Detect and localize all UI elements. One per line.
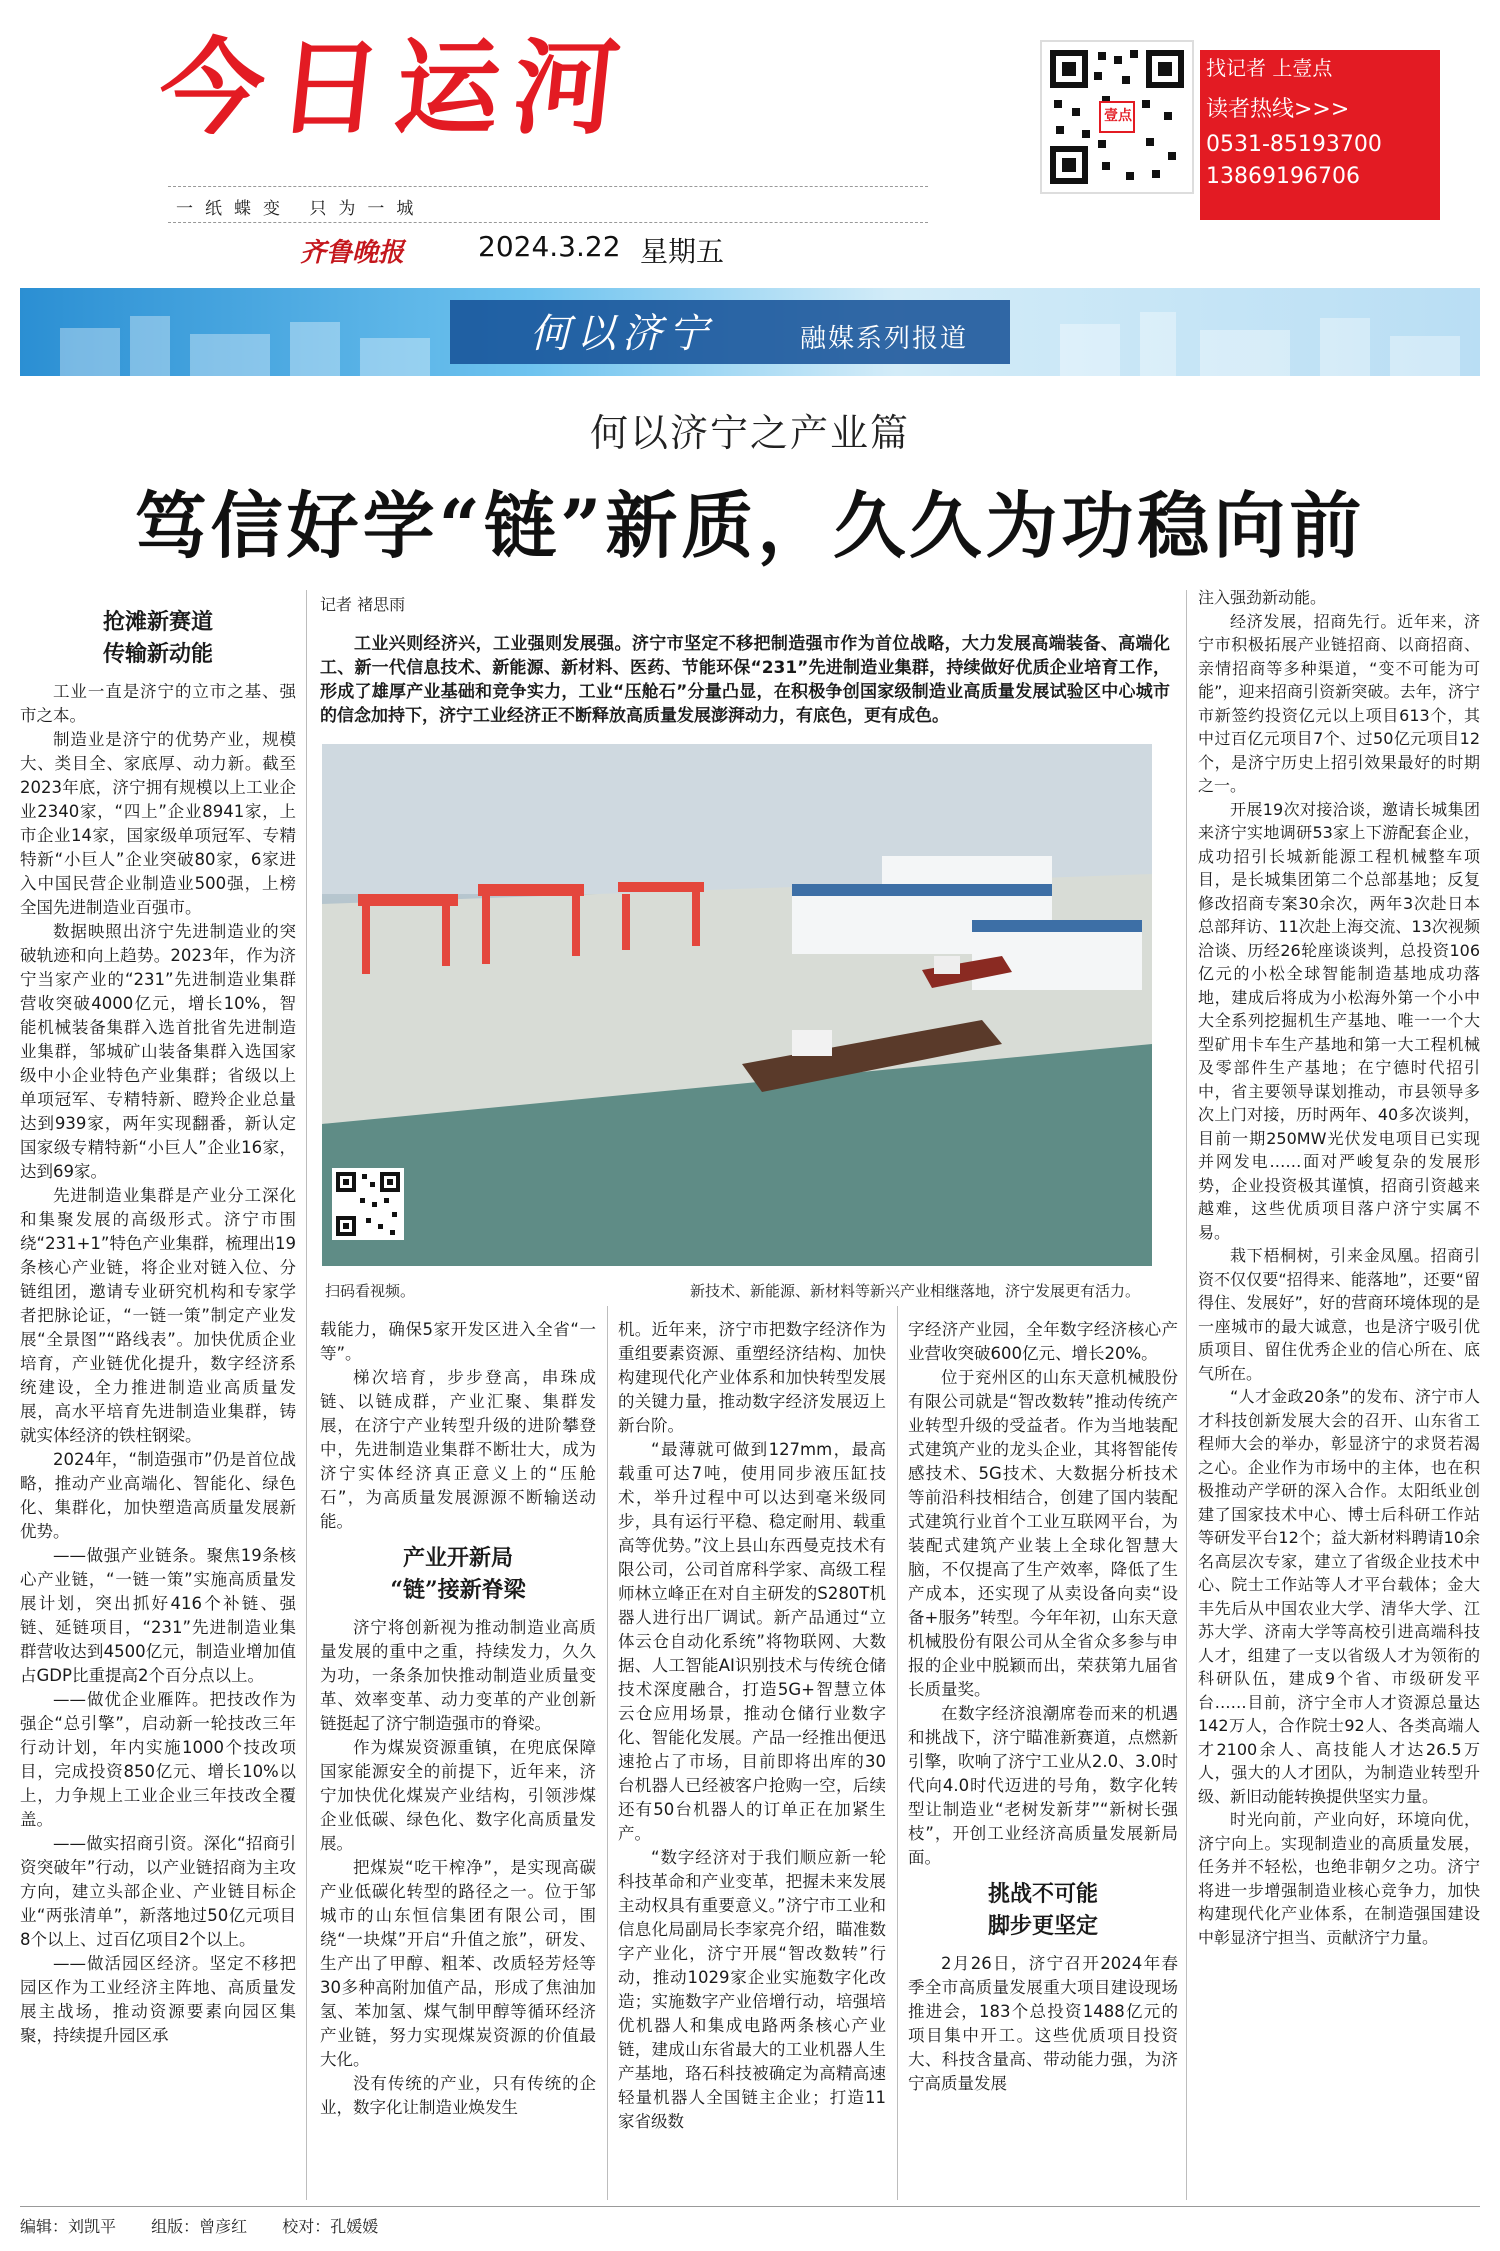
paper-name-logo: 齐鲁晚报 xyxy=(300,238,405,268)
section-heading xyxy=(908,1878,1178,1942)
section-heading xyxy=(20,606,296,670)
paragraph: 把煤炭“吃干榨净”，是实现高碳产业低碳化转型的路径之一。位于邹城市的山东恒信集团有限公司，围绕“一块煤”开启“升值之旅”，研发、生产出了甲醇、粗苯、改质轻芳烃等30多种高附加值产品，形成了焦油加氢、苯加氢、煤气制甲醇等循环经济产业链，努力实现煤炭资源的价值最大化。 xyxy=(320,1858,596,2069)
paragraph: 注入强劲新动能。 xyxy=(1198,588,1327,607)
paragraph: 经济发展，招商先行。近年来，济宁市积极拓展产业链招商、以商招商、亲情招商等多种渠道，“变不可能为可能”，迎来招商引资新突破。去年，济宁市新签约投资亿元以上项目613个，其中过百亿元项目7个、过50亿元项目12个，是济宁历史上招引效果最好的时期之一。 xyxy=(1198,611,1480,795)
paragraph: 先进制造业集群是产业分工深化和集聚发展的高级形式。济宁市围绕“231+1”特色产业集群，梳理出19条核心产业链，将企业对链入位、分链组团，邀请专业研究机构和专家学者把脉论证，“一链一策”制定产业发展“全景图”“路线表”。加快优质企业培育，产业链优化提升，数字经济系统建设，全力推进制造业高质量发展，高水平培育先进制造业集群，铸就实体经济的铁柱钢梁。 xyxy=(20,1186,296,1445)
page-footer xyxy=(20,2214,408,2237)
article-headline: 笃信好学“链”新质，久久为功稳向前 xyxy=(134,483,1366,568)
paragraph: 2024年，“制造强市”仍是首位战略，推动产业高端化、智能化、绿色化、集群化，加快塑造高质量发展新优势。 xyxy=(20,1450,296,1541)
paragraph: 栽下梧桐树，引来金凤凰。招商引资不仅仅要“招得来、能落地”，还要“留得住、发展好”，好的营商环境体现的是一座城市的最大诚意，也是济宁吸引优质项目、留住优秀企业的信心所在、底气所在。 xyxy=(1198,1246,1480,1383)
article-column-1 xyxy=(20,598,296,2048)
article-column-2 xyxy=(320,1318,596,2120)
qr-code-icon[interactable] xyxy=(1040,40,1194,194)
paragraph: ——做实招商引资。深化“招商引资突破年”行动，以产业链招商为主攻方向，建立头部企业、产业链目标企业“两张清单”，新落地过50亿元项目8个以上、过百亿项目2个以上。 xyxy=(20,1834,296,1949)
paragraph: 济宁将创新视为推动制造业高质量发展的重中之重，持续发力，久久为功，一条条加快推动制造业质量变革、效率变革、动力变革的产业创新链挺起了济宁制造强市的脊梁。 xyxy=(320,1618,596,1733)
industrial-port-illustration xyxy=(322,744,1152,1266)
article-lead: 工业兴则经济兴，工业强则发展强。济宁市坚定不移把制造强市作为首位战略，大力发展高端装备、高端化工、新一代信息技术、新能源、新材料、医药、节能环保“231”先进制造业集群，持续做好优质企业培育工作，形成了雄厚产业基础和竞争实力，工业“压舱石”分量凸显，在积极争创国家级制造业高质量发展试验区中心城市的信念加持下，济宁工业经济正不断释放高质量发展澎湃动力，有底色，更有成色。 xyxy=(320,634,1170,726)
masthead-slogan: 一纸蝶变 只为一城 xyxy=(176,199,426,219)
paragraph: 没有传统的产业，只有传统的企业，数字化让制造业焕发生 xyxy=(320,2074,596,2117)
paragraph: 工业一直是济宁的立市之基、强市之本。 xyxy=(20,682,296,725)
paragraph: ——做活园区经济。坚定不移把园区作为工业经济主阵地、高质量发展主战场，推动资源要素向园区集聚，持续提升园区承 xyxy=(20,1954,296,2045)
column-divider xyxy=(897,1306,898,2200)
section-heading xyxy=(320,1542,596,1606)
paragraph: “数字经济对于我们顺应新一轮科技革命和产业变革，把握未来发展主动权具有重要意义。”济宁市工业和信息化局副局长李家亮介绍，瞄准数字产业化，济宁开展“智改数转”行动，推动1029家企业实施数字化改造；实施数字产业倍增行动，培强培优机器人和集成电路两条核心产业链，建成山东省最大的工业机器人生产基地，珞石科技被确定为高精高速轻量机器人全国链主企业；打造11家省级数 xyxy=(618,1848,886,2131)
paragraph: ——做强产业链条。聚焦19条核心产业链，“一链一策”实施高质量发展计划，突出抓好416个补链、强链、延链项目，“231”先进制造业集群营收达到4500亿元，制造业增加值占GDP比重提高2个百分点以上。 xyxy=(20,1546,296,1685)
section-heading-line: 产业开新局 xyxy=(402,1545,513,1571)
masthead-rule-bottom xyxy=(168,222,928,223)
section-heading-line: 脚步更坚定 xyxy=(987,1913,1098,1939)
paragraph: 位于兖州区的山东天意机械股份有限公司就是“智改数转”推动传统产业转型升级的受益者。作为当地装配式建筑产业的龙头企业，其将智能传感技术、5G技术、大数据分析技术等前沿科技相结合，创建了国内装配式建筑行业首个工业互联网平台，为装配式建筑产业装上全球化智慧大脑，不仅提高了生产效率，降低了生产成本，还实现了从卖设备向卖“设备+服务”转型。今年年初，山东天意机械股份有限公司从全省众多参与申报的企业中脱颖而出，荣获第九届省长质量奖。 xyxy=(908,1368,1178,1699)
hotline-phone-1: 0531-85193700 xyxy=(1206,132,1382,157)
section-heading-line: “链”接新脊梁 xyxy=(390,1577,526,1603)
paragraph: 载能力，确保5家开发区进入全省“一等”。 xyxy=(320,1320,596,1363)
photo-caption-qr: 扫码看视频。 xyxy=(325,1282,416,1300)
issue-weekday: 星期五 xyxy=(640,235,725,268)
section-heading-line: 挑战不可能 xyxy=(987,1881,1098,1907)
qr-badge-label: 壹点 xyxy=(1104,108,1132,124)
footer-proofreader: 校对：孔媛媛 xyxy=(282,2217,379,2236)
article-kicker: 何以济宁之产业篇 xyxy=(589,411,910,455)
section-heading-line: 抢滩新赛道 xyxy=(102,609,213,635)
masthead xyxy=(153,27,940,149)
footer-layout: 组版：曾彦红 xyxy=(151,2217,248,2236)
paragraph: 时光向前，产业向好，环境向优，济宁向上。实现制造业的高质量发展，任务并不轻松，也绝非朝夕之功。济宁将进一步增强制造业核心竞争力，加快构建现代化产业体系，在制造强国建设中彰显济宁担当、贡献济宁力量。 xyxy=(1198,1810,1480,1947)
reader-contact-box xyxy=(1040,40,1440,220)
footer-rule xyxy=(20,2206,1480,2207)
banner-subtitle: 融媒系列报道 xyxy=(800,324,969,354)
paragraph: 数据映照出济宁先进制造业的突破轨迹和向上趋势。2023年，作为济宁当家产业的“231”先进制造业集群营收突破4000亿元，增长10%，智能机械装备集群入选首批省先进制造业集群，邹城矿山装备集群入选国家级中小企业特色产业集群；省级以上单项冠军、专精特新、瞪羚企业总量达到939家，两年实现翻番，新认定国家级专精特新“小巨人”企业16家，达到69家。 xyxy=(20,922,296,1181)
footer-editor: 编辑：刘凯平 xyxy=(20,2217,117,2236)
paragraph: 2月26日，济宁召开2024年春季全市高质量发展重大项目建设现场推进会，183个总投资1488亿元的项目集中开工。这些优质项目投资大、科技含量高、带动能力强，为济宁高质量发展 xyxy=(908,1954,1178,2093)
article-column-3 xyxy=(618,1318,886,2134)
series-banner xyxy=(20,288,1480,376)
paragraph: ——做优企业雁阵。把技改作为强企“总引擎”，启动新一轮技改三年行动计划，年内实施1000个技改项目，完成投资850亿元、增长10%以上，力争规上工业企业三年技改全覆盖。 xyxy=(20,1690,296,1829)
paragraph: 开展19次对接洽谈，邀请长城集团来济宁实地调研53家上下游配套企业，成功招引长城新能源工程机械整车项目，是长城集团第二个总部基地；反复修改招商专案30余次，两年3次赴日本总部拜访、11次赴上海交流、13次视频洽谈、历经26轮座谈谈判，总投资106亿元的小松全球智能制造基地成功落地，建成后将成为小松海外第一个小中大全系列挖掘机生产基地、唯一一个大型矿用卡车生产基地和第一大工程机械及零部件生产基地；在宁德时代招引中，省主要领导谋划推动，市县领导多次上门对接，历时两年、40多次谈判，目前一期250MW光伏发电项目已实现并网发电……面对严峻复杂的发展形势，企业投资极其谨慎，招商引资越来越难，这些优质项目落户济宁实属不易。 xyxy=(1198,799,1480,1242)
paragraph: 机。近年来，济宁市把数字经济作为重组要素资源、重塑经济结构、加快构建现代化产业体系和加快转型发展的关键力量，推动数字经济发展迈上新台阶。 xyxy=(618,1320,886,1435)
find-reporter-text: 找记者 上壹点 xyxy=(1206,56,1333,80)
paragraph: 在数字经济浪潮席卷而来的机遇和挑战下，济宁瞄准新赛道，点燃新引擎，吹响了济宁工业从2.0、3.0时代向4.0时代迈进的号角，数字化转型让制造业“老树发新芽”“新树长强枝”，开创工业经济高质量发展新局面。 xyxy=(908,1704,1178,1867)
column-divider xyxy=(1186,590,1187,2200)
issue-date: 2024.3.22 xyxy=(478,230,621,263)
paragraph: 字经济产业园，全年数字经济核心产业营收突破600亿元、增长20%。 xyxy=(908,1320,1178,1363)
column-divider xyxy=(306,590,307,2200)
masthead-rule-top xyxy=(168,186,928,187)
photo-caption: 新技术、新能源、新材料等新兴产业相继落地，济宁发展更有活力。 xyxy=(690,1282,1141,1300)
masthead-title: 今日运河 xyxy=(153,27,639,149)
article-column-4 xyxy=(908,1318,1178,2096)
paragraph: “人才金政20条”的发布、济宁市人才科技创新发展大会的召开、山东省工程师大会的举办，彰显济宁的求贤若渴之心。企业作为市场中的主体，也在积极推动产学研的深入合作。太阳纸业创建了国家技术中心、博士后科研工作站等研发平台12个；益大新材料聘请10余名高层次专家，建立了省级企业技术中心、院士工作站等人才平台载体；金大丰先后从中国农业大学、清华大学、江苏大学、济南大学等高校引进高端科技人才，组建了一支以省级人才为领衔的科研队伍，建成9个省、市级研发平台……目前，济宁全市人才资源总量达142万人，合作院士92人、各类高端人才2100余人、高技能人才达26.5万人，强大的人才团队，为制造业转型升级、新旧动能转换提供坚实力量。 xyxy=(1198,1387,1480,1806)
column-divider xyxy=(607,1306,608,2200)
section-heading-line: 传输新动能 xyxy=(102,641,213,667)
paragraph: 梯次培育，步步登高，串珠成链、以链成群，产业汇聚、集群发展，在济宁产业转型升级的进阶攀登中，先进制造业集群不断壮大，成为济宁实体经济真正意义上的“压舱石”，为高质量发展源源不断输送动能。 xyxy=(320,1368,596,1531)
article-photo xyxy=(322,744,1152,1266)
article-column-5 xyxy=(1198,586,1480,1949)
article-byline: 记者 褚思雨 xyxy=(320,595,406,614)
banner-title: 何以济宁 xyxy=(530,311,714,357)
paragraph: 作为煤炭资源重镇，在兜底保障国家能源安全的前提下，近年来，济宁加快优化煤炭产业结构，引领涉煤企业低碳、绿色化、数字化高质量发展。 xyxy=(320,1738,596,1853)
hotline-label: 读者热线>>> xyxy=(1206,97,1350,122)
video-qr-code-icon[interactable] xyxy=(332,1168,404,1240)
paragraph: 制造业是济宁的优势产业，规模大、类目全、家底厚、动力新。截至2023年底，济宁拥有规模以上工业企业2340家，“四上”企业8941家，上市企业14家，国家级单项冠军、专精特新“小巨人”企业突破80家，6家进入中国民营企业制造业500强，上榜全国先进制造业百强市。 xyxy=(20,730,296,917)
hotline-phone-2: 13869196706 xyxy=(1206,164,1360,189)
paragraph: “最薄就可做到127mm，最高载重可达7吨，使用同步液压缸技术，举升过程中可以达到毫米级同步，具有运行平稳、稳定耐用、载重高等优势。”汶上县山东西曼克技术有限公司，公司首席科学家、高级工程师林立峰正在对自主研发的S280T机器人进行出厂调试。新产品通过“立体云仓自动化系统”将物联网、大数据、人工智能AI识别技术与传统仓储技术深度融合，打造5G+智慧立体云仓应用场景，推动仓储行业数字化、智能化发展。产品一经推出便迅速抢占了市场，目前即将出库的30台机器人已经被客户抢购一空，后续还有50台机器人的订单正在加紧生产。 xyxy=(618,1440,886,1843)
